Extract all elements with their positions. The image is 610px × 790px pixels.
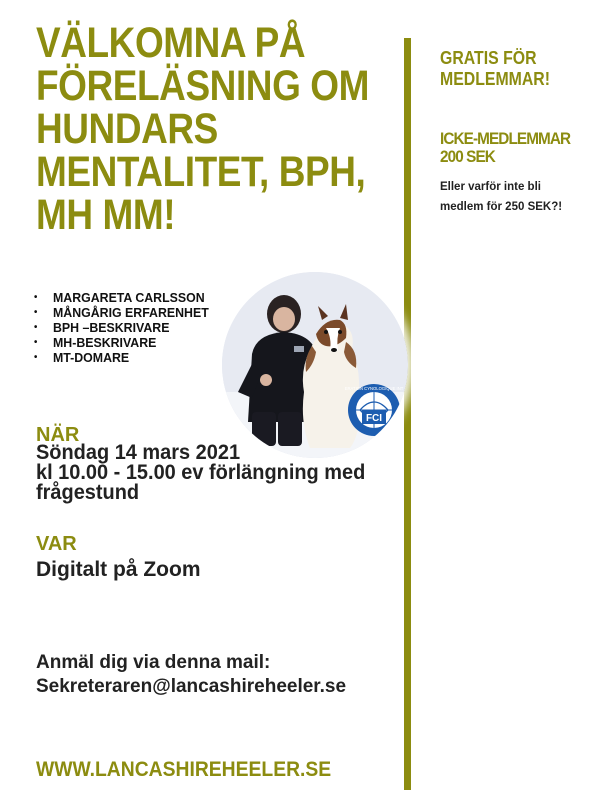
note-line-1: Eller varför inte bli — [440, 181, 541, 193]
nonmember-price — [440, 130, 584, 166]
list-item: • MARGARETA CARLSSON — [34, 290, 209, 305]
membership-suggestion — [440, 177, 590, 217]
when-label: NÄR — [36, 424, 80, 446]
free-line-2: MEDLEMMAR! — [440, 69, 550, 89]
speaker-photo-illustration — [222, 272, 408, 458]
headline-line: HUNDARS — [36, 105, 218, 153]
where-details: Digitalt på Zoom — [36, 558, 201, 581]
event-time-extra: frågestund — [36, 481, 140, 504]
headline-line: VÄLKOMNA PÅ — [36, 19, 306, 67]
event-date: Söndag 14 mars 2021 — [36, 441, 241, 464]
speaker-credentials-list — [34, 290, 218, 365]
signup-instruction: Anmäl dig via denna mail: — [36, 652, 271, 673]
member-price-note — [440, 48, 581, 90]
nonmember-line-2: 200 SEK — [440, 147, 495, 166]
list-item: • MH-BESKRIVARE — [34, 335, 209, 350]
headline-line: MH MM! — [36, 191, 176, 239]
list-item: • MÅNGÅRIG ERFARENHET — [34, 305, 209, 320]
note-line-2: medlem för 250 SEK?! — [440, 201, 563, 213]
badge-text: FCI — [365, 413, 383, 424]
signup-email-link[interactable]: Sekreteraren@lancashireheeler.se — [36, 676, 347, 697]
vertical-divider — [404, 38, 411, 790]
badge-ring-text: ERATION CYNOLOGIQUE INT — [344, 386, 404, 391]
list-item: • BPH –BESKRIVARE — [34, 320, 209, 335]
event-time: kl 10.00 - 15.00 ev förlängning med — [36, 461, 366, 484]
headline-line: MENTALITET, BPH, — [36, 148, 366, 196]
where-label: VAR — [36, 533, 77, 555]
when-details — [36, 443, 388, 503]
list-item: • MT-DOMARE — [34, 350, 209, 365]
event-headline — [36, 19, 369, 239]
nonmember-line-1: ICKE-MEDLEMMAR — [440, 129, 571, 148]
free-line-1: GRATIS FÖR — [440, 48, 537, 68]
website-link[interactable]: WWW.LANCASHIREHEELER.SE — [36, 758, 332, 781]
headline-line: FÖRELÄSNING OM — [36, 62, 369, 110]
speaker-photo — [222, 272, 408, 458]
